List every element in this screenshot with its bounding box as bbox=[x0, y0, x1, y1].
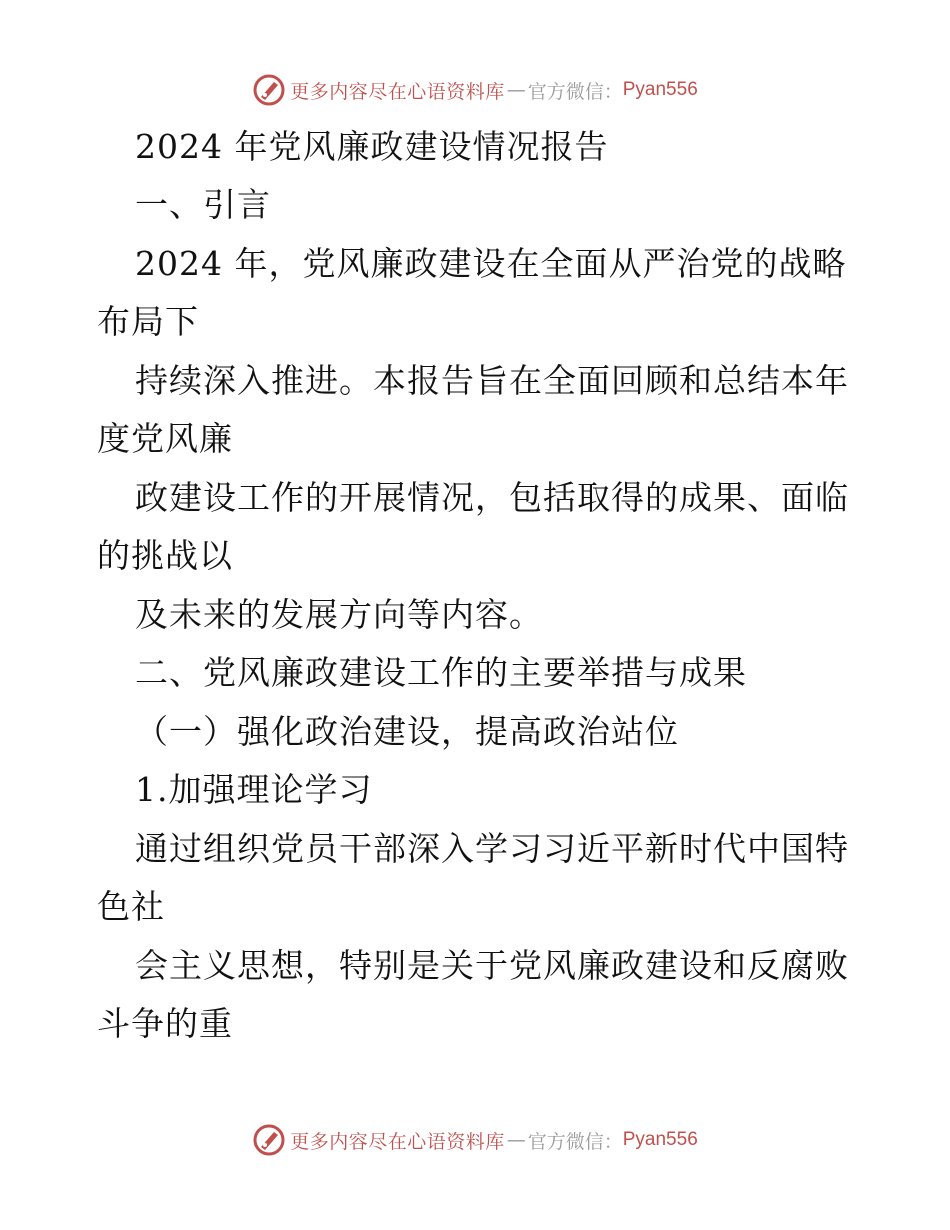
watermark-id: Pyan556 bbox=[622, 79, 698, 100]
paragraph-line: 布局下 bbox=[97, 302, 199, 341]
paragraph-line: 2024 年，党风廉政建设在全面从严治党的战略 bbox=[135, 244, 847, 283]
paragraph-line: 会主义思想，特别是关于党风廉政建设和反腐败 bbox=[135, 946, 849, 985]
pen-nib-circle-icon bbox=[252, 1123, 286, 1157]
watermark-brand: 更多内容尽在心语资料库 bbox=[290, 1130, 505, 1153]
paragraph-line: 通过组织党员干部深入学习习近平新时代中国特 bbox=[135, 829, 849, 868]
watermark-dash: — bbox=[506, 79, 526, 101]
paragraph-line: 持续深入推进。本报告旨在全面回顾和总结本年 bbox=[135, 361, 849, 400]
footer-watermark bbox=[0, 1120, 950, 1160]
subsection-heading: （一）强化政治建设，提高政治站位 bbox=[135, 712, 679, 751]
watermark-label: 官方微信： bbox=[527, 1130, 623, 1153]
paragraph-line: 的挑战以 bbox=[97, 536, 233, 575]
watermark-brand: 更多内容尽在心语资料库 bbox=[290, 80, 505, 103]
header-watermark bbox=[0, 70, 950, 110]
paragraph-line: 及未来的发展方向等内容。 bbox=[135, 595, 543, 634]
pen-nib-circle-icon bbox=[252, 73, 286, 107]
subsection-heading: 1.加强理论学习 bbox=[135, 770, 373, 809]
watermark-label: 官方微信： bbox=[527, 80, 623, 103]
paragraph-line: 色社 bbox=[97, 887, 165, 926]
document-title: 2024 年党风廉政建设情况报告 bbox=[135, 127, 609, 166]
section-heading: 一、引言 bbox=[135, 185, 271, 224]
watermark-dash: — bbox=[506, 1129, 526, 1151]
paragraph-line: 度党风廉 bbox=[97, 419, 233, 458]
paragraph-line: 政建设工作的开展情况，包括取得的成果、面临 bbox=[135, 478, 849, 517]
section-heading: 二、党风廉政建设工作的主要举措与成果 bbox=[135, 653, 747, 692]
paragraph-line: 斗争的重 bbox=[97, 1004, 233, 1043]
watermark-id: Pyan556 bbox=[622, 1129, 698, 1150]
